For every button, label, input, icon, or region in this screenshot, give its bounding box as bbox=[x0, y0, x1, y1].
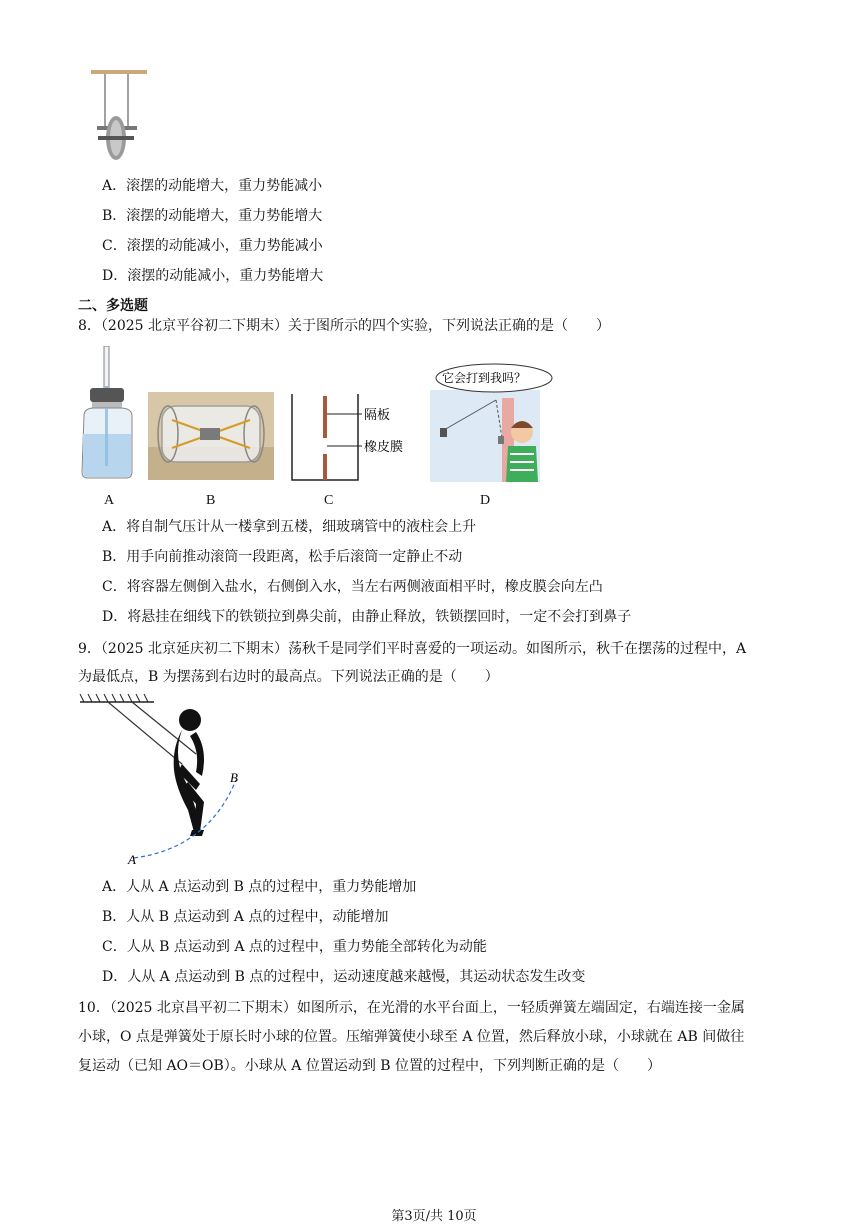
q8-figure-label-c: C bbox=[324, 493, 334, 508]
q8-figure-label-d: D bbox=[480, 493, 491, 508]
section-title: 二、多选题 bbox=[78, 298, 148, 314]
q7-option-a: A．滚摆的动能增大，重力势能减小 bbox=[102, 178, 323, 194]
q8-figure-label-a: A bbox=[104, 493, 115, 508]
q7-option-d: D．滚摆的动能减小，重力势能增大 bbox=[102, 268, 324, 284]
q8-figure-c-label-divider: 隔板 bbox=[364, 408, 391, 423]
q9-point-a-label: A bbox=[128, 852, 136, 867]
q8-figure-a-barometer bbox=[76, 346, 140, 482]
page-footer: 第3页/共 10页 bbox=[391, 1209, 477, 1224]
q8-option-a: A．将自制气压计从一楼拿到五楼，细玻璃管中的液柱会上升 bbox=[102, 519, 477, 535]
q8-figure-c-label-membrane: 橡皮膜 bbox=[364, 440, 404, 455]
q10-line3: 复运动（已知 AO＝OB）。小球从 A 位置运动到 B 位置的过程中，下列判断正确的是（ ） bbox=[78, 1058, 662, 1074]
q9-stem-line2: 为最低点，B 为摆荡到右边时的最高点。下列说法正确的是（ ） bbox=[78, 669, 499, 685]
q9-option-d: D．人从 A 点运动到 B 点的过程中，运动速度越来越慢，其运动状态发生改变 bbox=[102, 969, 586, 985]
q8-figure-d-pendulum bbox=[426, 362, 566, 484]
q9-option-c: C．人从 B 点运动到 A 点的过程中，重力势能全部转化为动能 bbox=[102, 939, 487, 955]
q8-stem: 8．（2025 北京平谷初二下期末）关于图所示的四个实验，下列说法正确的是（ ） bbox=[78, 318, 610, 334]
q8-figure-d-speech-bubble: 它会打到我吗？ bbox=[442, 371, 527, 385]
q7-option-b: B．滚摆的动能增大，重力势能增大 bbox=[102, 208, 323, 224]
q7-option-c: C．滚摆的动能减小，重力势能减小 bbox=[102, 238, 323, 254]
q9-point-b-label: B bbox=[230, 770, 238, 785]
q9-option-b: B．人从 B 点运动到 A 点的过程中，动能增加 bbox=[102, 909, 389, 925]
rolling-pendulum-figure bbox=[88, 66, 158, 166]
q8-figure-label-b: B bbox=[206, 493, 216, 508]
q8-figure-c-container bbox=[288, 392, 428, 484]
q9-figure-swing bbox=[78, 692, 258, 868]
q10-line1: 10．（2025 北京昌平初二下期末）如图所示，在光滑的水平台面上，一轻质弹簧左端固定，右端连接一金属 bbox=[78, 1000, 745, 1016]
q8-option-d: D．将悬挂在细线下的铁锁拉到鼻尖前，由静止释放，铁锁摆回时，一定不会打到鼻子 bbox=[102, 609, 632, 625]
q9-stem-line1: 9．（2025 北京延庆初二下期末）荡秋千是同学们平时喜爱的一项运动。如图所示，秋千在摆荡的过程中，A bbox=[78, 641, 747, 657]
q9-option-a: A．人从 A 点运动到 B 点的过程中，重力势能增加 bbox=[102, 879, 417, 895]
q10-line2: 小球，O 点是弹簧处于原长时小球的位置。压缩弹簧使小球至 A 位置，然后释放小球，小球就在 AB 间做往 bbox=[78, 1029, 745, 1045]
q8-figure-b-rolling-can bbox=[148, 392, 274, 480]
q8-option-c: C．将容器左侧倒入盐水，右侧倒入水，当左右两侧液面相平时，橡皮膜会向左凸 bbox=[102, 579, 603, 595]
q8-option-b: B．用手向前推动滚筒一段距离，松手后滚筒一定静止不动 bbox=[102, 549, 463, 565]
